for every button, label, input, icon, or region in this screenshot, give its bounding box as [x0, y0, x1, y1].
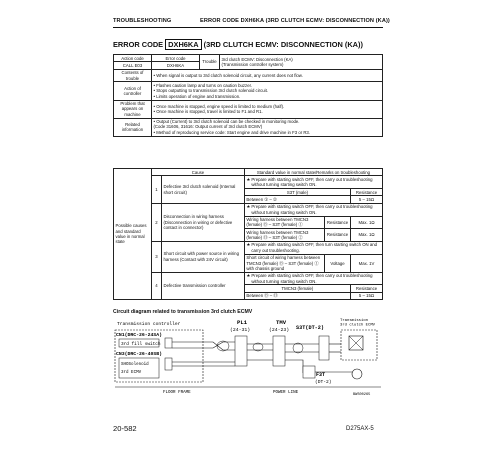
note-line: without turning starting switch ON.	[251, 182, 317, 188]
cause-text: Disconnection in wiring harness (Disconnection in wiring or defective contact in connector)	[162, 203, 245, 241]
sub-cell: Resistance	[325, 216, 351, 229]
trouble-text	[220, 55, 383, 70]
sub-cell: 5 – 15Ω	[351, 196, 383, 203]
ecmv-box	[341, 330, 377, 360]
sub-cell: Max. 1V	[351, 254, 383, 272]
contents-text: • When signal is output to 3rd clutch solenoid circuit, any current does not flow.	[152, 69, 383, 82]
sub-cell: Wiring harness between TMCN3 (female) ⑬ – S3T (female) ②	[244, 229, 324, 242]
note-line: ★ Prepare with starting switch OFF, then turn starting switch ON and	[246, 242, 378, 248]
ecmv-label: 3rd ECMV	[121, 371, 142, 375]
cause-note	[244, 203, 382, 216]
section-header: TROUBLESHOOTING	[113, 18, 172, 24]
f3t-sub-label: (DT-2)	[315, 380, 332, 385]
sub-head: Resistance	[351, 189, 383, 196]
causes-side-label: Possible causes and standard value in normal state	[114, 169, 152, 300]
problem-label: Problem that appears on machine	[114, 100, 152, 118]
related-label: Related information	[114, 118, 152, 136]
action-code-label: Action code	[114, 55, 152, 62]
cause-note	[244, 176, 382, 189]
action-code-value: CALL E03	[114, 62, 152, 69]
valve-label-1: Transmission	[340, 319, 369, 323]
cause-number: 1	[152, 176, 162, 203]
valve-label-2: 3rd clutch ECMV	[340, 323, 376, 328]
related-line: • Method of reproducing service code: Start engine and drive machine in F3 or R3.	[153, 129, 311, 135]
cn3-label: CN3(DRC-26-40SB)	[116, 352, 163, 357]
sub-cell: 5 – 15Ω	[351, 292, 383, 299]
cause-number: 4	[152, 272, 162, 299]
sub-cell: Short circuit of wiring harness between TMCN3 (female) ⑮ – S3T (female) ① with chassis ground	[244, 254, 324, 272]
s3t-label: S3T(DT-2)	[296, 325, 325, 331]
power-line-label: POWER LINE	[273, 391, 299, 395]
cause-header: Cause	[152, 169, 245, 176]
sub-cell: Between ⑮ – ⑬	[244, 292, 350, 299]
sub-cell: Voltage	[325, 254, 351, 272]
sub-cell: Resistance	[325, 229, 351, 242]
circuit-diagram-title: Circuit diagram related to transmission 3rd clutch ECMV	[113, 309, 253, 315]
model-number: D275AX-5	[346, 426, 374, 432]
action-line: • Flashes caution lamp and turns on caution buzzer.	[153, 82, 252, 88]
diagram-ref: BWS00265	[353, 393, 371, 396]
trouble-text-1: 3rd clutch ECMV: Disconnection (KA)	[221, 56, 293, 62]
causes-table	[113, 168, 383, 300]
action-controller-text	[152, 82, 383, 100]
standard-header: Standard value in normal state/Remarks on troubleshooting	[244, 169, 382, 176]
error-code-value: DXH6KA	[152, 62, 200, 69]
note-line: ★ Prepare with starting switch OFF, then carry out troubleshooting	[246, 273, 373, 279]
pl1-sub-label: (24-31)	[230, 328, 251, 333]
problem-line: • Once machine is stopped, travel is limited to F1 and R1.	[153, 109, 263, 115]
error-info-table	[113, 54, 383, 137]
title-suffix: (3RD CLUTCH ECMV: DISCONNECTION (KA))	[203, 40, 363, 49]
sub-cell: Wiring harness between TMCN3 (female) ⑮ – S3T (female) ①	[244, 216, 324, 229]
fill-switch-sensor-icon	[352, 369, 362, 379]
cause-text: Defective 3rd clutch solenoid (Internal short circuit)	[162, 176, 245, 203]
page-title	[113, 40, 363, 49]
cause-note	[244, 241, 382, 254]
tmv-sub-label: (24-23)	[269, 328, 290, 333]
note-line: without turning starting switch ON.	[251, 209, 317, 215]
sub-head: TMCN3 (female)	[244, 285, 350, 292]
cause-text: Defective transmission controller	[162, 272, 245, 299]
cause-note	[244, 272, 382, 285]
related-line: (Code 31606, 31616: Output current of 3rd clutch ECMV)	[153, 124, 263, 130]
sub-head: S3T (male)	[244, 189, 350, 196]
f3t-label: F3T	[316, 372, 326, 378]
header-rule	[113, 27, 383, 28]
related-text	[152, 118, 383, 136]
cause-number: 2	[152, 203, 162, 241]
page-number: 20-582	[113, 424, 137, 433]
action-line: • Limits operation of engine and transmission.	[153, 93, 241, 99]
sub-cell: Max. 1Ω	[351, 216, 383, 229]
note-line: ★ Prepare with starting switch OFF, then carry out troubleshooting	[246, 176, 373, 182]
trouble-label: Trouble	[200, 55, 220, 70]
cn1-label: CN1(DRC-26-24SA)	[116, 333, 163, 338]
tmv-label: TMV	[276, 319, 287, 326]
problem-line: • Once machine is stopped, engine speed is limited to medium (half).	[153, 103, 285, 109]
related-line: • Output (Current) to 3rd clutch solenoid can be checked in monitoring mode.	[153, 119, 300, 125]
pl1-label: PL1	[237, 319, 248, 326]
note-line: carry out troubleshooting.	[251, 247, 300, 253]
error-code-label: Error code	[152, 55, 200, 62]
contents-label: Contents of trouble	[114, 69, 152, 82]
fill-switch-label: 3rd fill switch	[121, 342, 161, 347]
controller-label: Transmission controller	[117, 322, 181, 327]
solenoid-box	[119, 358, 159, 378]
title-code: DXH6KA	[165, 39, 201, 50]
sub-cell: Between ① – ②	[244, 196, 350, 203]
action-line: • Stops outputting to transmission 3rd clutch solenoid circuit.	[153, 88, 268, 94]
action-controller-label: Action of controller	[114, 82, 152, 100]
problem-text	[152, 100, 383, 118]
solenoid-label: SHOSolenoid	[121, 363, 149, 367]
sub-head: Resistance	[351, 285, 383, 292]
note-line: without turning starting switch ON.	[251, 278, 317, 284]
circuit-diagram	[113, 318, 383, 396]
floor-frame-label: FLOOR FRAME	[163, 391, 191, 395]
cause-number: 3	[152, 241, 162, 272]
note-line: ★ Prepare with starting switch OFF, then carry out troubleshooting	[246, 204, 373, 210]
sub-cell: Max. 1Ω	[351, 229, 383, 242]
cause-text: Short circuit with power source in wiring harness (Contact with 24V circuit)	[162, 241, 245, 272]
trouble-text-2: (Transmission controller system)	[221, 61, 284, 67]
error-code-header: ERROR CODE DXH6KA (3RD CLUTCH ECMV: DISCONNECTION (KA))	[200, 18, 390, 24]
title-prefix: ERROR CODE	[113, 40, 164, 49]
